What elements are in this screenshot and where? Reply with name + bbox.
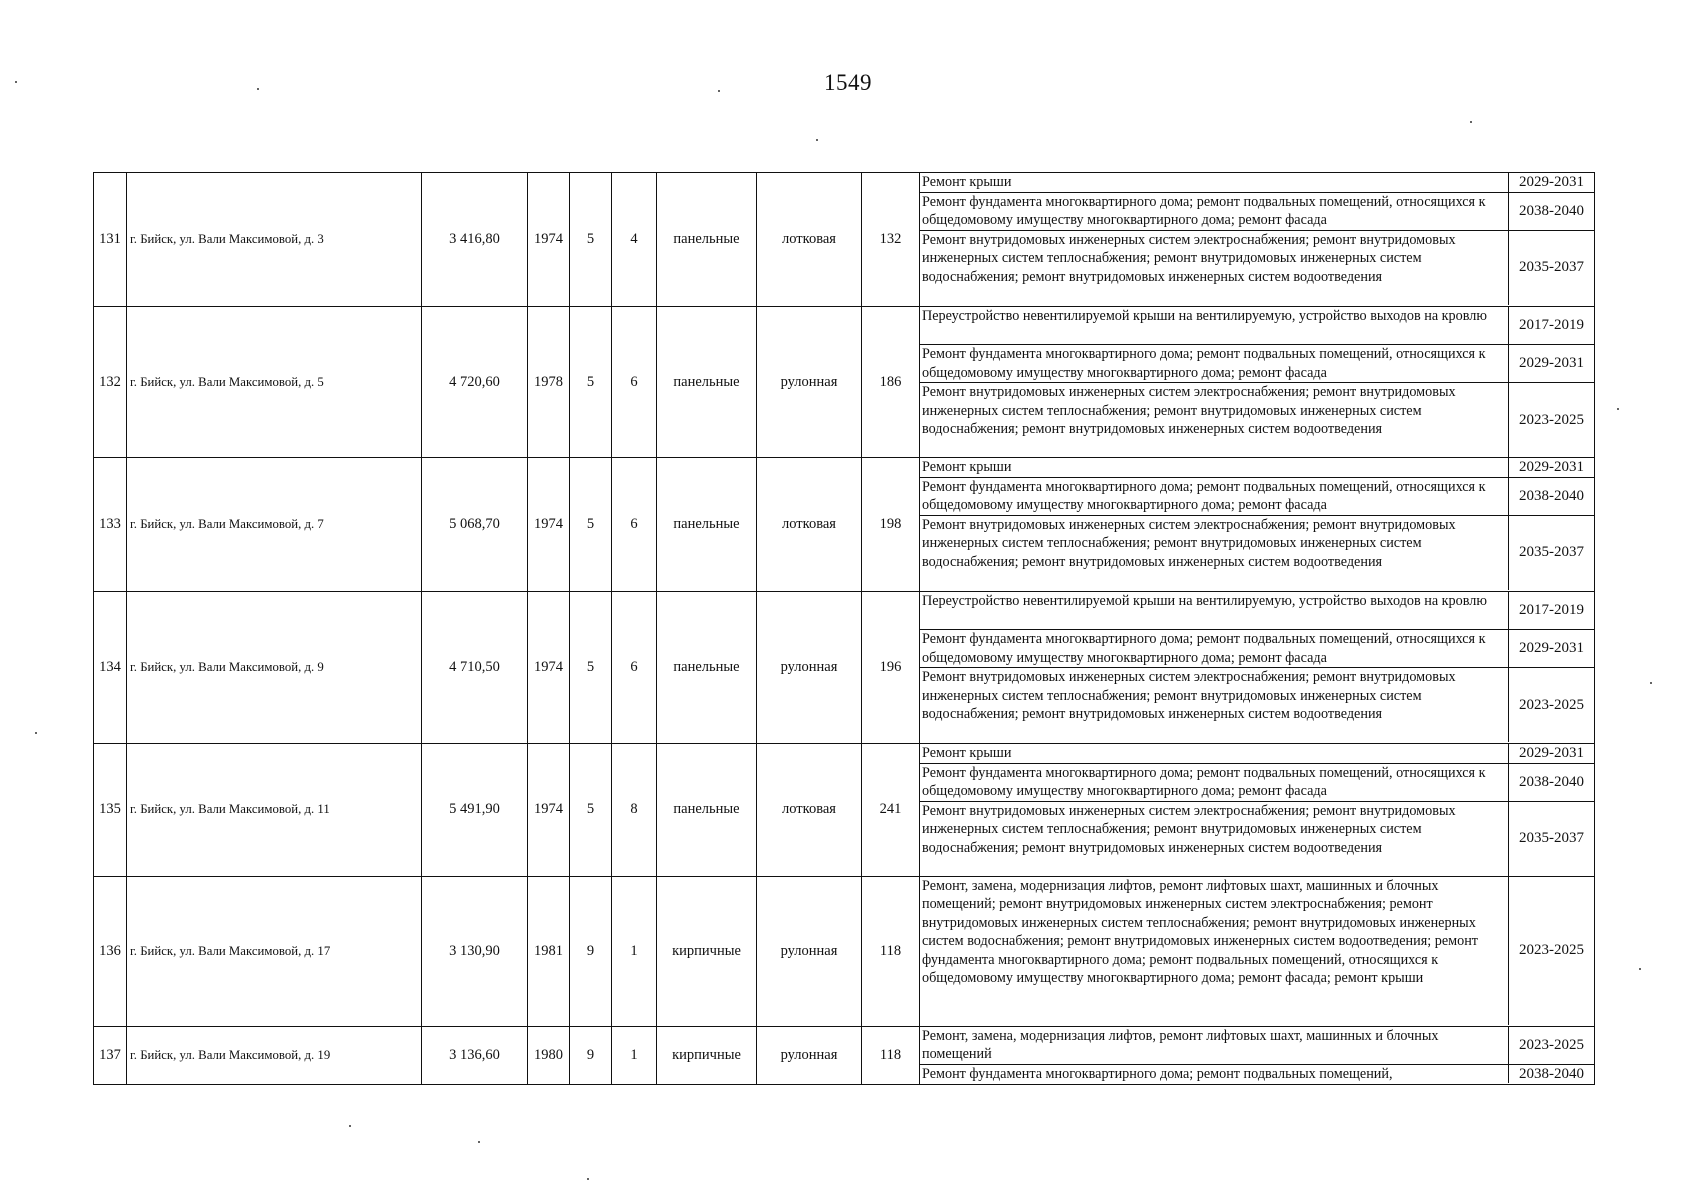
roof-type-cell: лотковая: [757, 173, 862, 307]
row-number: 135: [94, 744, 127, 877]
work-item: [920, 192, 1594, 230]
scan-speck: [1617, 408, 1619, 410]
scan-speck: [587, 1178, 589, 1180]
work-period: 2038-2040: [1508, 1065, 1594, 1084]
year-built-cell: 1974: [528, 458, 570, 592]
wall-material-cell: панельные: [657, 744, 757, 877]
table-row: [94, 592, 1595, 744]
work-item: [920, 173, 1594, 192]
work-item: [920, 629, 1594, 667]
work-description: Ремонт внутридомовых инженерных систем электроснабжения; ремонт внутридомовых инженерных систем теплоснабжения; ремонт внутридомовых инженерных систем водоснабжения; ремонт внутридомовых инженерных систем водоотведения: [922, 669, 1456, 722]
wall-material-cell: панельные: [657, 458, 757, 592]
roof-type-cell: рулонная: [757, 307, 862, 458]
work-item: [920, 592, 1594, 629]
residents-cell: 132: [862, 173, 920, 307]
table-row: [94, 458, 1595, 592]
work-period: 2017-2019: [1508, 592, 1594, 629]
work-period: 2029-2031: [1508, 744, 1594, 763]
residents-cell: 241: [862, 744, 920, 877]
row-number: 136: [94, 876, 127, 1026]
scan-speck: [1650, 682, 1652, 684]
work-period: 2029-2031: [1508, 345, 1594, 382]
floors-cell: 5: [570, 744, 612, 877]
scan-speck: [35, 732, 37, 734]
roof-type-cell: лотковая: [757, 744, 862, 877]
table-row: [94, 173, 1595, 307]
entrances-cell: 1: [612, 1026, 657, 1084]
works-cell: [920, 458, 1595, 592]
entrances-cell: 6: [612, 307, 657, 458]
work-item: [920, 477, 1594, 515]
work-description: Ремонт крыши: [922, 174, 1012, 190]
work-item: [920, 744, 1594, 763]
address-cell: г. Бийск, ул. Вали Максимовой, д. 19: [127, 1026, 422, 1084]
wall-material-cell: кирпичные: [657, 1026, 757, 1084]
work-period: 2029-2031: [1508, 630, 1594, 667]
scan-speck: [1470, 121, 1472, 123]
work-item: [920, 458, 1594, 477]
work-item: [920, 344, 1594, 382]
area-cell: 3 136,60: [422, 1026, 528, 1084]
table-row: [94, 876, 1595, 1026]
entrances-cell: 6: [612, 458, 657, 592]
area-cell: 5 068,70: [422, 458, 528, 592]
scan-speck: [816, 139, 818, 141]
floors-cell: 5: [570, 592, 612, 744]
residents-cell: 118: [862, 876, 920, 1026]
work-description: Ремонт фундамента многоквартирного дома; ремонт подвальных помещений,: [922, 1065, 1393, 1082]
work-item: [920, 667, 1594, 742]
work-period: 2035-2037: [1508, 802, 1594, 876]
work-period: 2029-2031: [1508, 458, 1594, 477]
work-description: Ремонт фундамента многоквартирного дома; ремонт подвальных помещений, относящихся к общедомовому имуществу многоквартирного дома; ремонт фасада: [922, 764, 1486, 799]
table-row: [94, 307, 1595, 458]
year-built-cell: 1974: [528, 744, 570, 877]
works-cell: [920, 173, 1595, 307]
roof-type-cell: лотковая: [757, 458, 862, 592]
work-period: 2023-2025: [1508, 877, 1594, 1025]
housing-registry-table: [93, 172, 1595, 1085]
work-description: Ремонт фундамента многоквартирного дома; ремонт подвальных помещений, относящихся к общедомовому имуществу многоквартирного дома; ремонт фасада: [922, 346, 1486, 381]
work-period: 2035-2037: [1508, 231, 1594, 305]
wall-material-cell: панельные: [657, 592, 757, 744]
residents-cell: 118: [862, 1026, 920, 1084]
work-item: [920, 515, 1594, 590]
area-cell: 3 130,90: [422, 876, 528, 1026]
scan-speck: [349, 1125, 351, 1127]
work-item: [920, 1064, 1594, 1084]
year-built-cell: 1981: [528, 876, 570, 1026]
work-period: 2017-2019: [1508, 307, 1594, 344]
row-number: 137: [94, 1026, 127, 1084]
address-cell: г. Бийск, ул. Вали Максимовой, д. 5: [127, 307, 422, 458]
year-built-cell: 1978: [528, 307, 570, 458]
work-item: [920, 763, 1594, 801]
table-row: [94, 1026, 1595, 1084]
residents-cell: 196: [862, 592, 920, 744]
work-item: [920, 801, 1594, 876]
work-description: Ремонт, замена, модернизация лифтов, ремонт лифтовых шахт, машинных и блочных помещений; ремонт внутридомовых инженерных систем электроснабжения; ремонт внутридомовых инженерных систем теплоснабжения; ремонт внутридомовых инженерных систем водоснабжения; ремонт внутридомовых инженерных систем водоотведения; ремонт фундамента многоквартирного дома; ремонт подвальных помещений, относящихся к общедомовому имуществу многоквартирного дома; ремонт фасада; ремонт крыши: [922, 877, 1479, 986]
work-description: Ремонт внутридомовых инженерных систем электроснабжения; ремонт внутридомовых инженерных систем теплоснабжения; ремонт внутридомовых инженерных систем водоснабжения; ремонт внутридомовых инженерных систем водоотведения: [922, 802, 1456, 856]
wall-material-cell: кирпичные: [657, 876, 757, 1026]
work-period: 2029-2031: [1508, 173, 1594, 192]
works-cell: [920, 1026, 1595, 1084]
work-description: Ремонт фундамента многоквартирного дома; ремонт подвальных помещений, относящихся к общедомовому имуществу многоквартирного дома; ремонт фасада: [922, 193, 1486, 228]
works-cell: [920, 592, 1595, 744]
residents-cell: 198: [862, 458, 920, 592]
work-item: [920, 230, 1594, 305]
work-period: 2038-2040: [1508, 764, 1594, 801]
floors-cell: 5: [570, 173, 612, 307]
work-period: 2023-2025: [1508, 383, 1594, 457]
work-item: [920, 1027, 1594, 1064]
work-item: [920, 877, 1594, 1025]
work-description: Ремонт крыши: [922, 745, 1012, 761]
year-built-cell: 1980: [528, 1026, 570, 1084]
table-row: [94, 744, 1595, 877]
scan-speck: [257, 88, 259, 90]
scan-speck: [718, 90, 720, 92]
row-number: 131: [94, 173, 127, 307]
address-cell: г. Бийск, ул. Вали Максимовой, д. 11: [127, 744, 422, 877]
scan-speck: [1639, 968, 1641, 970]
entrances-cell: 4: [612, 173, 657, 307]
area-cell: 3 416,80: [422, 173, 528, 307]
works-cell: [920, 744, 1595, 877]
work-description: Ремонт внутридомовых инженерных систем электроснабжения; ремонт внутридомовых инженерных систем теплоснабжения; ремонт внутридомовых инженерных систем водоснабжения; ремонт внутридомовых инженерных систем водоотведения: [922, 384, 1456, 437]
work-item: [920, 382, 1594, 457]
work-period: 2038-2040: [1508, 478, 1594, 515]
entrances-cell: 1: [612, 876, 657, 1026]
work-description: Переустройство невентилируемой крыши на вентилируемую, устройство выходов на кровлю: [922, 308, 1487, 324]
address-cell: г. Бийск, ул. Вали Максимовой, д. 9: [127, 592, 422, 744]
row-number: 133: [94, 458, 127, 592]
work-description: Ремонт, замена, модернизация лифтов, ремонт лифтовых шахт, машинных и блочных помещений: [922, 1027, 1439, 1062]
work-description: Ремонт внутридомовых инженерных систем электроснабжения; ремонт внутридомовых инженерных систем теплоснабжения; ремонт внутридомовых инженерных систем водоснабжения; ремонт внутридомовых инженерных систем водоотведения: [922, 516, 1456, 570]
scan-speck: [15, 81, 17, 83]
roof-type-cell: рулонная: [757, 1026, 862, 1084]
work-period: 2038-2040: [1508, 193, 1594, 230]
row-number: 134: [94, 592, 127, 744]
address-cell: г. Бийск, ул. Вали Максимовой, д. 17: [127, 876, 422, 1026]
residents-cell: 186: [862, 307, 920, 458]
floors-cell: 9: [570, 1026, 612, 1084]
works-cell: [920, 307, 1595, 458]
year-built-cell: 1974: [528, 592, 570, 744]
area-cell: 4 720,60: [422, 307, 528, 458]
scan-speck: [478, 1141, 480, 1143]
area-cell: 4 710,50: [422, 592, 528, 744]
entrances-cell: 8: [612, 744, 657, 877]
work-period: 2023-2025: [1508, 668, 1594, 742]
work-period: 2023-2025: [1508, 1027, 1594, 1064]
work-description: Ремонт фундамента многоквартирного дома; ремонт подвальных помещений, относящихся к общедомовому имуществу многоквартирного дома; ремонт фасада: [922, 478, 1486, 513]
address-cell: г. Бийск, ул. Вали Максимовой, д. 3: [127, 173, 422, 307]
wall-material-cell: панельные: [657, 173, 757, 307]
work-description: Переустройство невентилируемой крыши на вентилируемую, устройство выходов на кровлю: [922, 593, 1487, 609]
page-number: 1549: [824, 70, 872, 95]
roof-type-cell: рулонная: [757, 876, 862, 1026]
address-cell: г. Бийск, ул. Вали Максимовой, д. 7: [127, 458, 422, 592]
row-number: 132: [94, 307, 127, 458]
work-description: Ремонт внутридомовых инженерных систем электроснабжения; ремонт внутридомовых инженерных систем теплоснабжения; ремонт внутридомовых инженерных систем водоснабжения; ремонт внутридомовых инженерных систем водоотведения: [922, 231, 1456, 285]
work-period: 2035-2037: [1508, 516, 1594, 590]
wall-material-cell: панельные: [657, 307, 757, 458]
roof-type-cell: рулонная: [757, 592, 862, 744]
works-cell: [920, 876, 1595, 1026]
area-cell: 5 491,90: [422, 744, 528, 877]
floors-cell: 9: [570, 876, 612, 1026]
entrances-cell: 6: [612, 592, 657, 744]
work-description: Ремонт крыши: [922, 459, 1012, 475]
work-description: Ремонт фундамента многоквартирного дома; ремонт подвальных помещений, относящихся к общедомовому имуществу многоквартирного дома; ремонт фасада: [922, 631, 1486, 666]
year-built-cell: 1974: [528, 173, 570, 307]
work-item: [920, 307, 1594, 344]
floors-cell: 5: [570, 458, 612, 592]
floors-cell: 5: [570, 307, 612, 458]
